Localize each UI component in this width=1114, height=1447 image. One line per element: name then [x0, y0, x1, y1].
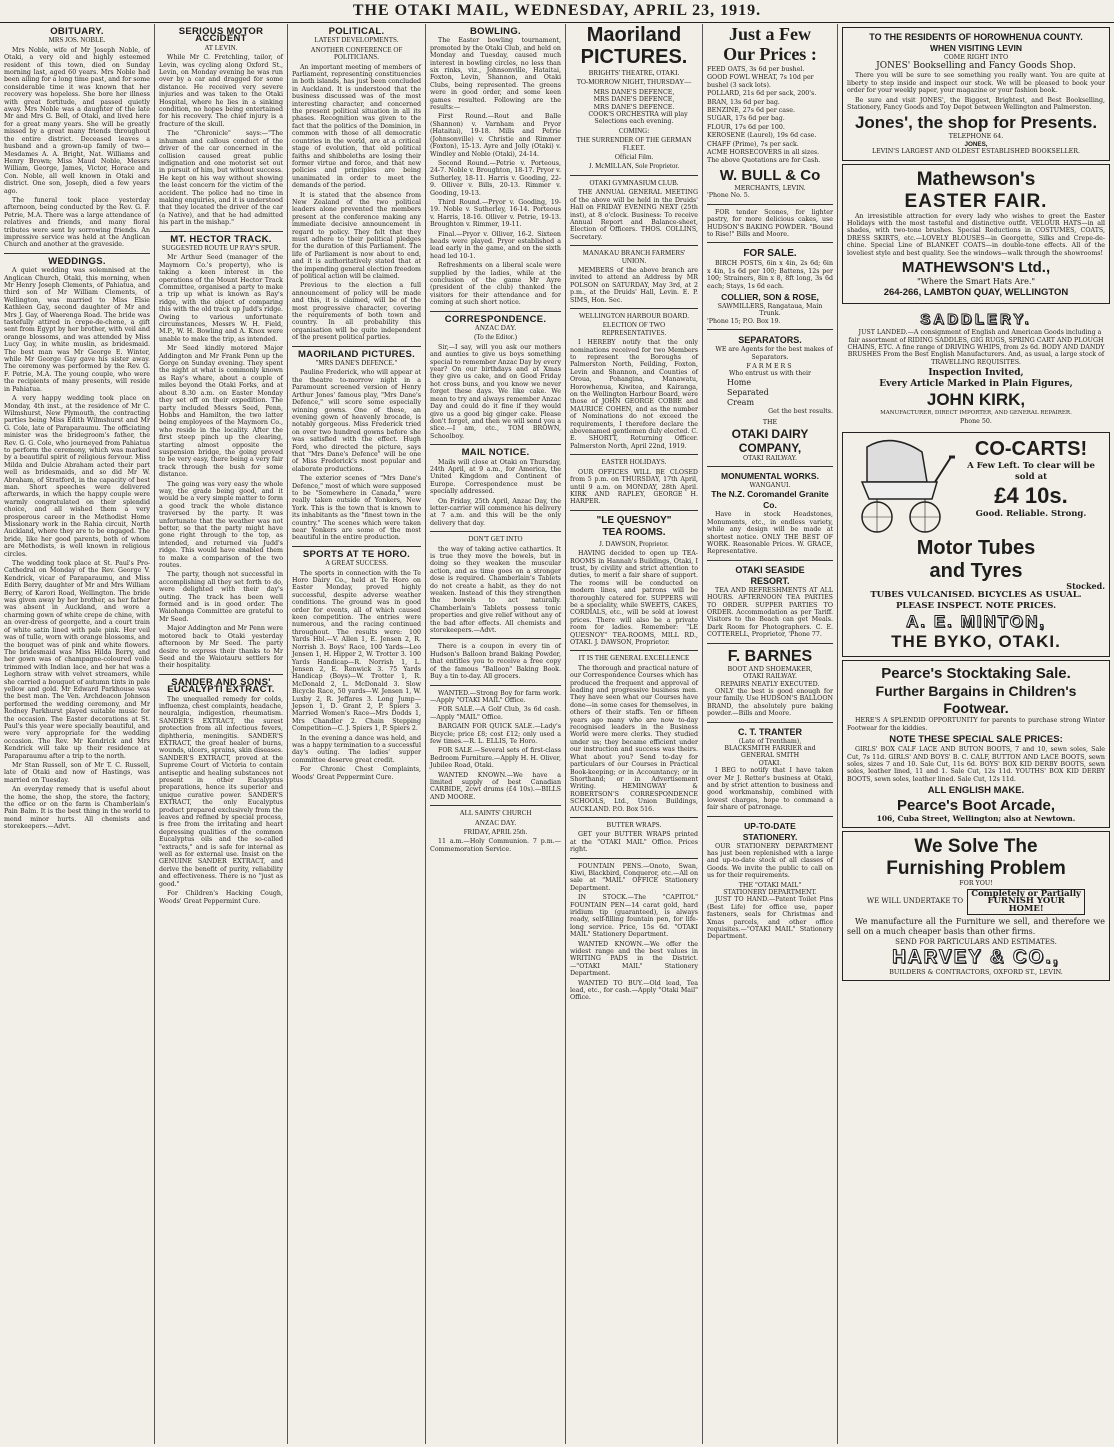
ad-heading: Pearce's Boot Arcade,: [896, 797, 1056, 815]
paragraph: Mails will close at Otaki on Thursday, 24th April, at 9 a.m., for America, the United Kingdom and Continent of Europe. Correspondence must be specially addressed.: [430, 458, 561, 496]
paragraph: HAVING decided to open up TEA-ROOMS in Hannah's Buildings, Otaki, I trust, by civility and strict attention to duties, to merit a fair share of support. The rooms will be conducted on modern lines, and patrons will be thoroughly catered for. SUPPERS will be a speciality, while SWEETS, CAKES, CORDIALS, etc., will be sold at lowest prices. There will also be a private room for ladies. Remember: "LE QUESNOY" TEA-ROOMS, MILL RD., OTAKI. J. DAWSON, Proprietor.: [570, 550, 698, 646]
subheading: WELLINGTON HARBOUR BOARD.: [578, 311, 690, 320]
paragraph: HERE'S A SPLENDID OPPORTUNITY for parents to purchase strong Winter Footwear for the kiddies.: [847, 717, 1105, 732]
paragraph: The unequalled remedy for colds, influenza, chest complaints, headache, neuralgia, indigestion, rheumatism. SANDER'S EXTRACT, the surest protection from all infectious fevers, diphtheria, meningitis. SANDER'S EXTRACT, the great healer of burns, wounds, ulcers, sprains, skin diseases. SANDER'S EXTRACT, proved at the Supreme Court of Victoria to contain antiseptic and healing substances not present in other Eucalyptus preparations, hence its superior and unique curative power. SANDER'S EXTRACT, the only Eucalyptus product prepared exclusively from the leaves and refined by special process, is free from the irritating and heart depressing qualities of the common Eucalyptus oils and the so-called "extracts," and is safe for internal as well as for external use. Insist on the GENUINE SANDER EXTRACT, and derive the benefit of purity, reliability and effectiveness. There is no "just as good.": [159, 695, 283, 888]
ad-heading: SEPARATORS.: [738, 335, 802, 346]
paragraph: Mr Arthur Seed (manager of the Maymorn Co.'s property), who is taking a keen interest in the operations of the Mount Hector Track Committee, organised a party to make a trip up what is known as Ray's ridge, with the object of comparing this with the old track up Judd's ridge. Owing to various unfortunate circumstances, Messrs W. H. Field, M.P., W. H. Bowling and A. Knox were unable to make the trip, as intended.: [159, 254, 283, 343]
classified-ad: FOUNTAIN PENS.—Onoto, Swan, Kiwi, Blackbird, Conqueror, etc.—All on sale at "MAIL" OFFICE Stationery Department.: [570, 862, 698, 892]
ad-line: Stocked.: [1066, 580, 1105, 591]
ad-heading: STATIONERY.: [742, 831, 798, 842]
ad-heading: and Tyres: [929, 559, 1023, 582]
subheading: COMING:: [618, 126, 650, 135]
ad-pearce: [842, 660, 1110, 827]
ad-line: COME RIGHT INTO: [943, 54, 1009, 61]
classified-ad: WANTED.—Strong Boy for farm work.—Apply "OTAKI MAIL" Office.: [430, 689, 561, 704]
subheading: ANZAC DAY.: [474, 324, 517, 333]
divider: [570, 650, 698, 651]
ad-heading: Jones', the shop for Presents.: [854, 113, 1098, 133]
paragraph: GIRLS' BOX CALF LACE AND BUTON BOOTS, 7 and 10, sewn soles, Sale Cut, 7s 11d. GIRLS' AND BOYS' B. C. CALF, BUTTON AND LACE BOOTS, sewn soles, sizes 7 and 10. Sale Cut, 11s 6d. BOYS' BOX KID DERBY BOOTS, sewn soles, leather lined, 11 and 1. Sale Cut, 12s 11d. YOUTHS' BOX KID DERBY BOOTS, sewn soles, leather lined. Sale Cut, 12s 11d.: [847, 746, 1105, 783]
paragraph: A quiet wedding was solemnised at the Anglican Church, Otaki, this morning, when Mr Henry Joseph Clements, of Pahiatua, and third son of Mr William Clements, of Wellington, was married to Miss Elsie Kathleen Gay, second daughter of Mr and Mrs J. Gay, of Waerenga Road. The bride was tastefully attired in crepe-de-chene, a gift sent from Egypt by her brother, with veil and orange blossoms, and was attended by Miss Lucy Gay, in white muslin, as bridesmaid. The best man was Mr George E. Winter, while Mr George Gay gave his sister away. The ceremony was performed by the Rev. G. F. Petrie, M.A. The young couple, who were the recipients of many presents, will reside in Pahiatua.: [4, 267, 150, 393]
ad-line: THE "OTAKI MAIL": [738, 881, 802, 889]
ad-line: BUILDERS & CONTRACTORS, OXFORD ST., LEVIN.: [889, 967, 1063, 976]
ad-heading: Further Bargains in Children's Footwear.: [875, 683, 1077, 717]
ad-line: TUBES VULCANISED. BICYCLES AS USUAL.: [870, 590, 1082, 601]
ad-line: 106, Cuba Street, Wellington; also at Newtown.: [876, 814, 1076, 824]
divider: [707, 329, 833, 330]
subheading: J. McMILLAN, Sole Proprietor.: [588, 162, 680, 171]
section-heading: WEDDINGS.: [48, 255, 106, 267]
divider: [570, 245, 698, 246]
ad-line: Home: [727, 377, 752, 387]
divider: [430, 444, 561, 445]
column-bowling: [426, 24, 566, 1444]
ad-line: SEND FOR PARTICULARS AND ESTIMATES.: [895, 938, 1057, 947]
classified-ad: BARGAIN FOR QUICK SALE.—Lady's Bicycle; price £8; cost £12; only used a few times.—R. L. ELLIS, Te Horo.: [430, 723, 561, 745]
ad-line: FOR YOU!: [959, 879, 993, 887]
divider: [430, 805, 561, 806]
ad-heading: WHEN VISITING LEVIN: [929, 43, 1023, 53]
subheading: DON'T GET INTO: [468, 535, 523, 544]
ad-line: SAWMILLERS, Rangataua, Main Trunk.: [717, 302, 823, 318]
ad-heading: MONUMENTAL WORKS.: [721, 471, 819, 481]
classified-ad: FOR SALE.—Several sets of first-class Bedroom Furniture.—Apply H. H. Oliver, Jubilee Road, Otaki.: [430, 747, 561, 770]
section-heading: CORRESPONDENCE.: [444, 313, 547, 325]
ad-line: JONES' Bookselling and Fancy Goods Shop.: [876, 61, 1076, 72]
ad-line: Separated: [727, 387, 769, 397]
divider: [707, 643, 833, 644]
paragraph: the way of taking active cathartics. It is true they move the bowels, but in doing so they weaken the muscular action, and as time goes on a stronger dose is required. Chamberlain's Tablets do not create a habit, as they do not weaken. Instead of this they strengthen the bowels to act naturally. Chamberlain's Tablets possess tonic properties and give relief without any of the bad after effects. All chemists and storekeepers.—Advt.: [430, 545, 561, 635]
ad-heading: 264-266, LAMBTON QUAY, WELLINGTON: [883, 287, 1069, 299]
paragraph: OUR STATIONERY DEPARTMENT has just been replenished with a large and up-to-date stock of all classes of Goods. We invite the public to call on us for their requirements.: [707, 842, 833, 880]
price-item: The above Quotations are for Cash.: [707, 157, 821, 165]
subheading: ELECTION OF TWO REPRESENTATIVES.: [601, 321, 667, 337]
classified-ad: WANTED KNOWN.—We offer the widest range and the best values in WRITING PADS in the District.—"OTAKI MAIL" Stationery Department.: [570, 940, 698, 978]
paragraph: Mr Stan Russell, son of Mr T. C. Russell, late of Otaki and now of Hastings, was married on Tuesday.: [4, 762, 150, 784]
paragraph: While Mr C. Fretchling, tailor, of Levin, was cycling along Oxford St., Levin, on Monday evening he was run over by a car and dragged for some distance. He received very severe injuries and was taken to the Otaki Hospital, where he lies in a sinking condition, no hopes being entertained for his recovery. The chief injury is a fracture of the skull.: [159, 54, 283, 128]
ad-heading: Just a Few: [729, 24, 811, 44]
subheading: A GREAT SUCCESS.: [325, 559, 388, 568]
subheading: Official Film.: [614, 153, 654, 162]
column-political: [288, 24, 426, 1444]
subheading: TO-MORROW NIGHT, THURSDAY—: [576, 78, 692, 87]
paragraph: For Chronic Chest Complaints, Woods' Great Peppermint Cure.: [292, 766, 421, 781]
ad-heading: Furnishing Problem: [886, 857, 1066, 879]
paragraph: The going was very easy the whole way, the grade being good, and it would be a very simple matter to form a good track the whole distance traversed by the party. It was unfortunate that the weather was not better, so that the party might have gone right through to the top, as intended, and returned via Judd's ridge. This would have enabled them to make a comparison of the two routes.: [159, 480, 283, 570]
film-title: MRS DANE'S DEFENCE,: [593, 88, 675, 96]
ad-line: Every Article Marked in Plain Figures,: [879, 379, 1073, 390]
ad-line: JONES,: [964, 140, 988, 148]
subheading: FRIDAY, APRIL 25th.: [463, 828, 528, 836]
section-heading: POLITICAL.: [328, 26, 385, 37]
ad-line: MANUFACTURER, DIRECT IMPORTER, AND GENERAL REPAIRER.: [880, 410, 1072, 417]
section-heading: BOWLING.: [470, 26, 521, 37]
paragraph: An irresistible attraction for every lady who wishes to greet the Easter Holidays with the most tasteful and distinctive outfit. VELOUR HATS—in all shades, with two-tone brushes. Special Reductions in COSTUMES, COATS, DRESS SKIRTS, etc.—LOVELY BLOUSES—in Georgette, Silks and Crepe-de-chine. Special Line of BLANKET COATS—in double-tone effects. All of the loveliest style and best quality. See the windows—walk through the showrooms!: [847, 212, 1105, 257]
paragraph: Mrs Noble, wife of Mr Joseph Noble, of Otaki, a very old and highly esteemed resident of this town, died on Sunday morning last, aged 60 years. Mrs Noble had been ailing for a long time past, and for some considerable time it was known that her recovery was hopeless. She bore her illness with great fortitude, and passed quietly away. Mrs Noble was a daughter of the late Mr and Mrs G. Bell, of Otaki, and lived here for a great many years. She will be greatly missed by a great many friends throughout the entire district. Deceased leaves a husband and a grown-up family of two—Mesdames A. A. Bright, Nat. Williams and Henry Brown; Miss Maud Noble, Messrs William, George, James, Victor, Horace and Con. Noble, all well known in Otaki and district. One son, Joseph, died a few years ago.: [4, 46, 150, 195]
divider: [159, 674, 283, 675]
paragraph: COOK'S ORCHESTRA will play Selections each evening.: [588, 111, 688, 126]
ad-line: 'Phone No. 5.: [707, 192, 750, 200]
ad-line: 'Phone 15; P.O. Box 19.: [707, 317, 781, 325]
divider: [707, 466, 833, 467]
ad-mathewson: [842, 164, 1110, 304]
divider: [430, 638, 561, 639]
ad-heading: Our Prices :: [723, 44, 817, 64]
paragraph: Sir,—I say, will you ask our mothers and aunties to give us boys something special to remember Anzac Day by every year? On our birthdays and at Xmas they give us cake, and on Good Friday hot cross buns, and you know we never forget these days. We like cake. We mean to try and always remember Anzac Day and could do it fine if they would give us a good big ginger cake. Please don't forget, and then we will send you a slice.—I am, etc., TOM BROWN, Schoolboy.: [430, 343, 561, 440]
paragraph: JUST LANDED.—A consignment of English and American Goods including a fair assortment of RIDING SADDLES, GIG RUGS, SPRING CART AND PLOUGH CHAINS, ETC. A fine range of DRIVING WHIPS, from 2s 6d. BODY AND DANDY BRUSHES From the Best English Manufacturers. And, as usual, a large stock of TRAVELLING REQUISITES.: [847, 329, 1105, 366]
ad-line: "Where the Smart Hats Are.": [916, 277, 1036, 287]
ad-heading: OTAKI DAIRY: [731, 426, 809, 441]
section-heading: SERIOUS MOTOR ACCIDENT: [178, 26, 264, 45]
divider: [430, 685, 561, 686]
price-list: [707, 66, 833, 165]
ad-heading: MATHEWSON'S Ltd.,: [901, 259, 1051, 277]
price-item: CHAFF (Prime), 7s per sack.: [707, 140, 799, 148]
divider: [570, 175, 698, 176]
divider: [430, 531, 561, 532]
paragraph: THE ANNUAL GENERAL MEETING of the above will be held in the Druids' Hall on FRIDAY EVENING NEXT (25th inst), at 8 o'clock. Business: To receive Annual Report and Balance-sheet, Election of Officers. THOS. COLLINS, Secretary.: [570, 189, 698, 241]
ad-heading: "LE QUESNOY": [596, 514, 672, 526]
divider: [570, 817, 698, 818]
ad-harvey: [842, 831, 1110, 981]
paragraph: FOR tender Scones, for lighter pastry, for more delicious cakes, use HUDSON'S BAKING POWDER. "Bound to Rise!" Bills and Moore.: [707, 208, 833, 238]
paragraph: ONLY the best is good enough for your family. Use HUDSON'S BALLOON BRAND, the absolutely pure baking powder.—Bills and Moore.: [707, 687, 833, 718]
price-item: SUGAR, 17s 6d per bag.: [707, 115, 785, 123]
paragraph: We manufacture all the Furniture we sell, and therefore we sell on a much cheaper basis than other firms.: [847, 917, 1105, 937]
paragraph: There you will be sure to see something you really want. You are quite at liberty to step inside and inspect our stock. We will be pleased to book your order for your weekly paper, your magazine or your fashion book.: [847, 72, 1105, 95]
classified-ad: FOR SALE.—A Golf Club, 3s 6d cash.—Apply "MAIL" Office.: [430, 706, 561, 721]
paragraph: Have in stock Headstones, Monuments, etc., in endless variety, while any design will be made at shortest notice. ONLY THE BEST OF WORK. Reasonable Prices. W. GRACE, Representative.: [707, 511, 833, 556]
classified-ad: WANTED KNOWN.—We have a limited supply of best Canadian CARBIDE, 2cwt drums (£4 10s).—BILLS AND MOORE.: [430, 771, 561, 801]
subheading: BUTTER WRAPS.: [606, 820, 662, 829]
price-item: FEED OATS, 3s 6d per bushel.: [707, 66, 805, 73]
ad-line: STATIONERY DEPARTMENT.: [723, 889, 817, 897]
section-heading: OBITUARY.: [50, 26, 104, 37]
ad-heading: OTAKI SEASIDE: [735, 564, 805, 575]
section-heading: MAORILAND PICTURES.: [297, 348, 416, 360]
column-motor-accident: [155, 24, 288, 1444]
ad-jones: [842, 27, 1110, 161]
divider: [707, 816, 833, 817]
paragraph: JUST TO HAND.—Patent Toilet Pins (Best Life) for office use, paper fasteners, seals for Christmas and Xmas parcels, and other office requisites.—"OTAKI MAIL" Stationery Department.: [707, 896, 833, 941]
paragraph: The wedding took place at St. Paul's Pro-Cathedral on Monday of the Rev. George V. Kendrick, vicar of Paraparaumu, and Miss Edith Berry, daughter of Mr and Mrs William Berry, of Karori Road, Wellington. The bride was given away by her brother, as her father was absent in Auckland, and wore a charming gown of white crepe de chine, with an over-dress of georgette, and a court train of white satin lined with pale pink. Her veil was of tulle, worn with orange blossoms, and the bouquet was of pink and white flowers. The bridesmaid was Miss Hilda Berry, and her gown was of champagne-coloured voile trimmed with Indian lace, and her hat was a Leghorn straw with velvet streamers, while she carried a bouquet of autumn tints in pale yellow and gold. Mr Edward Parkhouse was the best man. The Ven. Archdeacon Johnson performed the wedding ceremony, and Mr Rodney Parkhurst played suitable music for the occasion. The Easter decorations at St. Paul's this year were specially beautiful, and were very appropriate for the wedding occasion. The Rev. Mr Kendrick and Mrs Kendrick will take up their residence at Paraparaumu after a trip to the north.: [4, 560, 150, 760]
pram-illustration: [847, 437, 957, 537]
section-heading: SANDER AND SONS' EUCALYPTI EXTRACT.: [167, 676, 275, 696]
ad-line: BLACKSMITH FARRIER and GENERAL SMITH: [724, 744, 816, 760]
paragraph: Refreshments on a liberal scale were supplied by the ladies, while at the conclusion of the game Mr Ayre (president of the club) thanked the visitors for their attendance and for coming at such short notice.: [430, 262, 561, 307]
paragraph: The funeral took place yesterday afternoon, being conducted by the Rev. G. F. Petrie, M.A. There was a large attendance of relatives and friends, and many floral tributes were sent by sorrowing friends. An impressive service was held at the Anglican Church and another at the graveside.: [4, 196, 150, 249]
ad-line: PLEASE INSPECT. NOTE PRICES.: [895, 601, 1057, 612]
ad-heading: TEA ROOMS.: [602, 526, 666, 538]
paragraph: It is stated that the absence from New Zealand of the two political leaders alone prevented the members present at the conference making any immediate decisive announcement in regard to policy. They felt that they must adhere to their political pledges for the duration of this Parliament. The life of Parliament is now about to end, and it is authoritatively stated that at the impending general election freedom of political action will be claimed.: [292, 191, 421, 280]
subheading: J. DAWSON, Proprietor.: [599, 539, 669, 548]
ad-line: Completely or Partially FURNISH YOUR HOME!: [967, 889, 1085, 915]
paragraph: Mr Seed kindly motored Major Addington and Mr Frank Penn up the Gorge on Sunday evening. They spent the night at what is commonly known as Ray's whare, about a couple of miles beyond the Otaki Forks, and at about 8.30 a.m. on Easter Monday they set off on their expedition. The party included Messrs Seed, Penn, Hobbs and Hamilton, the two latter being employees of the Maymorn Co., who reside in the locality. After the first steep pinch up the clearing, starting almost opposite the suspension bridge, the going proved to be very easy, there being a very fair track through the bush for some distance.: [159, 345, 283, 479]
subheading: SUGGESTED ROUTE UP RAY'S SPUR.: [161, 243, 281, 252]
ad-heading: JOHN KIRK,: [926, 390, 1026, 410]
divider: [570, 858, 698, 859]
ad-line: Phone 50.: [960, 417, 992, 425]
paragraph: The Easter bowling tournament, promoted by the Otaki Club, and held on Monday and Tuesday, caused much interest in bowling circles, no less than six rinks, viz., Johnsonville, Hataitai, Foxton, Levin, Shannon, and Otaki Clubs, being represented. The greens were in good order, and some keen games resulted. Following are the results:—: [430, 37, 561, 112]
paragraph: Major Addington and Mr Penn were motored back to Otaki yesterday afternoon by Mr Seed. The party desire to express their thanks to Mr Seed and the Waiotauru settlers for their hospitality.: [159, 625, 283, 670]
subheading: AT LEVIN.: [204, 43, 238, 52]
ad-heading: RESORT.: [750, 575, 790, 586]
ad-heading: COLLIER, SON & ROSE,: [721, 291, 819, 302]
ad-heading: We Solve The: [914, 835, 1038, 857]
ad-heading: Mathewson's: [916, 168, 1036, 190]
subheading: ANZAC DAY.: [474, 818, 517, 827]
ad-line: (Late of Trentham),: [738, 737, 802, 745]
paragraph: Previous to the election a full announcement of policy will be made and this, it is claimed, will be of the most progressive character, covering the requirements of both town and country. In all probability this organisation will be quite independent of the present political parties.: [292, 282, 421, 342]
ad-line: WE WILL UNDERTAKE TO: [866, 897, 964, 906]
ad-minton: [842, 432, 1110, 657]
subheading: MANAKAU BRANCH FARMERS' UNION.: [582, 249, 686, 265]
divider: [707, 204, 833, 205]
ad-heading: HARVEY & CO.,: [892, 946, 1060, 968]
section-heading: MT. HECTOR TRACK.: [170, 233, 272, 245]
column-display-ads: [838, 24, 1114, 1444]
paragraph: There is a coupon in every tin of Hudson's Balloon brand Baking Powder, that entitles you to receive a free copy of the famous "Balloon" Baking Book. Buy a tin to-day. All grocers.: [430, 643, 561, 681]
subheading: BRIGHTS' THEATRE, OTAKI.: [588, 69, 680, 77]
paragraph: For Children's Hacking Cough, Woods' Great Peppermint Cure.: [159, 890, 283, 905]
divider: [707, 560, 833, 561]
ad-heading: COMPANY,: [738, 440, 802, 455]
price-item: ACME HORSECOVERS in all sizes.: [707, 149, 820, 157]
price-item: KEROSENE (Laurel), 19s 6d case.: [707, 132, 817, 140]
ad-line: OTAKI RAILWAY.: [743, 454, 797, 462]
ad-line: LEVIN'S LARGEST AND OLDEST ESTABLISHED BOOKSELLER.: [871, 148, 1081, 156]
paragraph: OUR OFFICES WILL BE CLOSED from 5 p.m. on THURSDAY, 17th April, until 9 a.m. on MONDAY, 28th April. KIRK AND RAPLEY, GEORGE H. HARPER.: [570, 468, 698, 506]
subheading: ANOTHER CONFERENCE OF POLITICIANS.: [310, 45, 403, 62]
ad-line: TELEPHONE 64.: [948, 133, 1004, 141]
results-round: First Round.—Rout and Balle (Shannon) v. Varnham and Pryor (Hataitai), 19-18. Mills and Petrie (Johnsonville) v. Christie and Rimmer (Foxton), 15-13. Ayre and Jolly (Otaki) v. Windley and Noble (Otaki), 24-14.: [430, 113, 561, 158]
ad-line: A Few Left. To clear will be sold at: [967, 460, 1095, 482]
results-round: Final.—Pryor v. Olliver, 16-2. Sixteen heads were played. Pryor established a lead early in the game, and on the sixth head led 10-1.: [430, 230, 561, 260]
divider: [159, 231, 283, 232]
price-item: POLLARD, 21s 6d per sack, 200's.: [707, 90, 817, 98]
divider: [570, 510, 698, 511]
paragraph: GET your BUTTER WRAPS printed at the "OTAKI MAIL" Office. Prices right.: [570, 831, 698, 854]
paragraph: TEA AND REFRESHMENTS AT ALL HOURS. AFTERNOON TEA PARTIES TO ORDER. SUPPER PARTIES TO ORDER. Accommodation as per Tariff. Visitors to the Beach can get Meals. Dark Room for Photographers. C. E. COTTERELL, Proprietor, 'Phone 77.: [707, 586, 833, 639]
divider: [292, 546, 421, 547]
paragraph: I HEREBY notify that the only nominations received for two Members to represent the Boroughs of Palmerston North, Feilding, Foxton, Levin and Shannon, and Counties of Oroua, Pohangina, Manawatu, Horowhenua, Kiwitea, and Kairanga, on the Wellington Harbour Board, were those of JOHN GEORGE COBBE and MAURICE COHEN, and as the number of Nominations do not exceed the requirements, I therefore declare the abovenamed gentlemen duly elected. C. E. SHORTT, Returning Officer. Palmerston North, April 22nd, 1919.: [570, 339, 698, 450]
ad-line: WANGANUI.: [749, 482, 791, 489]
section-heading: MAIL NOTICE.: [461, 447, 530, 459]
paragraph: The "Chronicle" says:—"The inhuman and callous conduct of the driver of the car concerned in the collision caused great public indignation and one motorist set out in pursuit of him, but without success. He kept on his way without showing the least concern for the victim of the accident. The police had no time in making enquiries, and it is understood that they located the driver of the car (a Native), and that he had admitted his part in the mishap.": [159, 130, 283, 227]
ad-line: REPAIRS NEATLY EXECUTED.: [720, 680, 820, 688]
paragraph: The party, though not successful in accomplishing all they set forth to do, were delighted with their day's outing. The track has been well formed and is in good order. The Waiohanga Committee are grateful to Mr Seed.: [159, 571, 283, 623]
price-item: FLOUR, 17s 6d per 100.: [707, 123, 785, 131]
divider: [430, 311, 561, 312]
ad-line: BOOT AND SHOEMAKER,: [727, 665, 813, 673]
results-round: Second Round.—Petrie v. Porteous, 24-7. Noble v. Broughton, 18-17. Pryor v. Sutherley, 18-11. Harris v. Gooding, 22-9. Olliver v. Bills, 20-13. Rimmer v. Gooding, 19-13.: [430, 159, 561, 197]
paragraph: The sports in connection with the Te Horo Dairy Co., held at Te Horo on Easter Monday, proved highly successful, despite adverse weather conditions. The ground was in good order for events, all of which caused keen competition. The entries were numerous, and the racing continued throughout. The results were: 100 Yards Hbl.—V. Allen 1, E. Jensen 2, R. Norrish 3. Boys' Race, 100 Yards—Leo Jensen 1, H. Hipper 2, W. Trotter 3. 100 Yards Handicap—R. Norrish 1, L. Jensen 2, E. Renwick 3. 75 Yards Handicap (Boys)—W. Trotter 1, R. McDonald 2, L. McDonald 3. Slow Bicycle Race, 50 yards—W. Jensen 1, W. Luxby 2, R. Jeffares 3. Long Jump—Jepson 1, D. Grant 2, P. Spiers 3. Married Women's Race—Mrs Dodds 1, Mrs Chandler 2. Chain Stepping Competition—C. J. Spiers 1, P. Spiers 2.: [292, 569, 421, 733]
film-title: MRS DANE'S DEFENCE,: [593, 96, 675, 104]
ad-line: THE: [762, 419, 778, 427]
paragraph: A very happy wedding took place on Monday, 4th inst., at the residence of Mr C. Wilmshurst, New Plymouth, the contracting parties being Miss Edith Wilmshurst and Mr G. Cole, late of Paraparaumu. The officiating minister was the bridegroom's father, the Rev. G. G. Cole, who journeyed from Pahiatua to perform the ceremony, which was marked by a beautiful spirit of religious fervour. Miss Milda and Dulcie Abraham acted their part well as bridesmaids, and so did Mr W. Abraham, of Stratford, in the capacity of best man. Short speeches were delivered afterwards, in which the happy couple were warmly congratulated on their splendid choice, and all wished them a very prosperous career in the Methodist Home Missionary work in the Rahia circuit, North Auckland, where they are to be engaged. The bride, like her good parents, both of whom are Methodists, is well known in religious circles.: [4, 395, 150, 558]
divider: [4, 253, 150, 254]
ad-line: Good. Reliable. Strong.: [975, 508, 1087, 519]
section-heading: SPORTS AT TE HORO.: [302, 548, 411, 560]
ad-heading: W. BULL & Co: [719, 166, 821, 184]
ad-heading: Pearce's Stocktaking Sale.: [881, 665, 1071, 683]
divider: [570, 454, 698, 455]
column-ads-maoriland: [566, 24, 703, 1444]
subheading: MRS JOS. NOBLE.: [48, 36, 106, 45]
subheading: EASTER HOLIDAYS.: [601, 458, 667, 467]
results-round: Third Round.—Pryor v. Gooding, 19-19. Noble v. Sutherley, 16-14. Porteous v. Harris, 18-16. Olliver v. Petrie, 19-13. Broughton v. Rimmer, 19-11.: [430, 198, 561, 229]
divider: [707, 242, 833, 243]
paragraph: MEMBERS of the above branch are invited to attend an Address by MR POLSON on SATURDAY, May 3rd, at 2 p.m., at the Druids' Hall, Levin. E. P. SIMS, Hon. Sec.: [570, 266, 698, 304]
subheading: "MRS DANE'S DEFENCE.": [315, 359, 398, 368]
classified-ad: WANTED TO BUY.—Old lead, Tea lead, etc., for cash.—Apply "Otaki Mail" Office.: [570, 979, 698, 1002]
paragraph: 11 a.m.—Holy Communion. 7 p.m.—Commemoration Service.: [430, 838, 561, 853]
ad-line: Inspection Invited,: [928, 368, 1024, 379]
ad-heading: ALL ENGLISH MAKE.: [927, 785, 1025, 797]
divider: [707, 722, 833, 723]
ad-heading: The N.Z. Coromandel Granite Co.: [711, 489, 829, 511]
ad-heading: CO-CARTS!: [974, 437, 1088, 460]
paragraph: In the evening a dance was held, and was a happy termination to a successful day's outing. The ladies' supper committee deserve great credit.: [292, 734, 421, 764]
ad-line: MERCHANTS, LEVIN.: [734, 184, 806, 192]
paragraph: An important meeting of members of Parliament, representing constituencies in both islands, has just been concluded in Auckland. It is understood that the business discussed was of the most interesting character, and concerned the present political situation in all its phases. Recognition was given to the fact that the politics of the Dominion, in common with those of all democratic countries in the world, are at a critical stage of evolution, that old political faiths and shibboleths are losing their former virtue and force, and that new policies and principles are being unanimated in order to meet the demands of the period.: [292, 63, 421, 190]
ad-heading: Motor Tubes: [916, 536, 1036, 559]
subheading: (To the Editor.): [474, 333, 517, 342]
divider: [570, 308, 698, 309]
subheading: THE SURRENDER OF THE GERMAN FLEET.: [576, 136, 692, 152]
price-item: BENZINE, 27s 6d per case.: [707, 107, 795, 115]
paragraph: Pauline Frederick, who will appear at the theatre to-morrow night in a Paramount screened version of Henry Arthur Jones' famous play, "Mrs Dane's Defence," will score some especially winning gowns. One of these, an evening gown of heavenly brocade, is notably gorgeous. Miss Frederick tried on over two hundred gowns before she was satisfied with the effect. Hugh Ford, who directed the picture, says that "Mrs Dane's Defence" will be one of Miss Frederick's most popular and elaborate productions.: [292, 369, 421, 473]
ad-heading: Maoriland: [586, 24, 682, 46]
paragraph: An everyday remedy that is useful about the home, the shop, the store, the factory, the office or on the farm is Chamberlain's Pain Balm. It is the best thing in the world to mend minor hurts. All chemists and storekeepers.—Advt.: [4, 786, 150, 831]
ad-heading: THE BYKO, OTAKI.: [891, 632, 1061, 652]
subheading: ALL SAINTS' CHURCH: [459, 809, 532, 818]
ad-heading: C. T. TRANTER: [738, 726, 802, 737]
ad-line: FARMERS: [746, 362, 794, 370]
ad-heading: FOR SALE.: [743, 248, 797, 260]
ad-line: Cream: [727, 397, 755, 407]
paragraph: The thorough and practical nature of our Correspondence Courses which has produced the frequent and approval of leading and progressive business men. They have seen what our Courses have done—in some cases for themselves, in others of their staffs. Ten or fifteen years ago many who are now to-day recognised leaders in the Business World were mere clerks. They studied under us; they became efficient under our instruction and success was theirs. What about you? Send to-day for particulars of our Courses in Practical Book-keeping; or in Accountancy; or in Shorthand; or in Advertisement Writing. HEMINGWAY & ROBERTSON'S CORRESPONDENCE SCHOOLS, Ltd., Union Buildings, AUCKLAND. P.O. Box 516.: [570, 664, 698, 813]
ad-saddlery: [842, 307, 1110, 429]
ad-line: OTAKI RAILWAY.: [743, 673, 797, 681]
paragraph: I BEG to notify that I have taken over Mr J. Retter's business at Otaki, and by strict attention to business and good workmanship, combined with lowest charges, hope to command a fair share of patronage.: [707, 767, 833, 812]
paragraph: On Friday, 25th April, Anzac Day, the letter-carrier will commence his delivery at 7 a.m. and this will be the only delivery that day.: [430, 497, 561, 527]
ad-line: Who entrust us with their: [728, 370, 812, 378]
price-item: BRAN, 13s 6d per bag.: [707, 98, 780, 106]
ad-heading: SADDLERY.: [920, 311, 1032, 329]
column-obituary-weddings: [0, 24, 155, 1444]
ad-heading: EASTER FAIR.: [904, 190, 1048, 212]
paragraph: The exterior scenes of "Mrs Dane's Defence," most of which were supposed to be "Somewhere in Canada," were really taken outside of Yonkers, New York. This is the town that is known to its inhabitants as the "finest town in the country." The scenes which were taken near Yonkers are some of the most beautiful in the entire production.: [292, 475, 421, 542]
ad-price: £4 10s.: [994, 482, 1068, 508]
classified-ad: IN STOCK.—The "CAPITOL" FOUNTAIN PEN—14 carat gold, hard iridium tip (guaranteed), is always ready, self-filling fountain pen, for life-long service. Price, 15s 6d. "OTAKI MAIL" Stationery Department.: [570, 894, 698, 939]
subheading: LATEST DEVELOPMENTS.: [314, 36, 399, 45]
paragraph: BIRCH POSTS, 6in x 4in, 2s 6d; 6in x 4in, 1s 6d per 100; Battens, 12s per 100; Strainers, 8in x 8, 8ft long, 3s 6d each; Stays, 1s 6d each.: [707, 260, 833, 290]
ad-line: Get the best results.: [768, 407, 833, 415]
subheading: OTAKI GYMNASIUM CLUB.: [589, 178, 679, 187]
divider: [292, 346, 421, 347]
paragraph: Be sure and visit JONES', the Biggest, Brightest, and Best Bookselling, Stationery, Fancy Goods and Toy Depot between Wellington and Palmerston.: [847, 96, 1105, 112]
paragraph: WE are Agents for the best makes of Separators.: [715, 346, 833, 361]
masthead: THE OTAKI MAIL, WEDNESDAY, APRIL 23, 1919.: [0, 0, 1114, 23]
price-item: GOOD FOWL WHEAT, 7s 10d per bushel (3 sack lots).: [707, 74, 814, 89]
ad-heading: A. E. MINTON,: [906, 612, 1046, 632]
ad-heading: PICTURES.: [580, 46, 688, 68]
ad-heading: NOTE THESE SPECIAL SALE PRICES:: [889, 734, 1063, 746]
subheading: IT IS THE GENERAL EXCELLENCE: [578, 654, 690, 663]
ad-heading: F. BARNES: [727, 647, 813, 665]
ad-heading: TO THE RESIDENTS OF HOROWHENUA COUNTY.: [869, 32, 1083, 42]
film-title: MRS DANE'S DEFENCE.: [593, 103, 675, 111]
ad-heading: UP-TO-DATE: [744, 820, 796, 831]
column-ads-bull: [703, 24, 838, 1444]
ad-line: OTAKI.: [758, 759, 782, 767]
